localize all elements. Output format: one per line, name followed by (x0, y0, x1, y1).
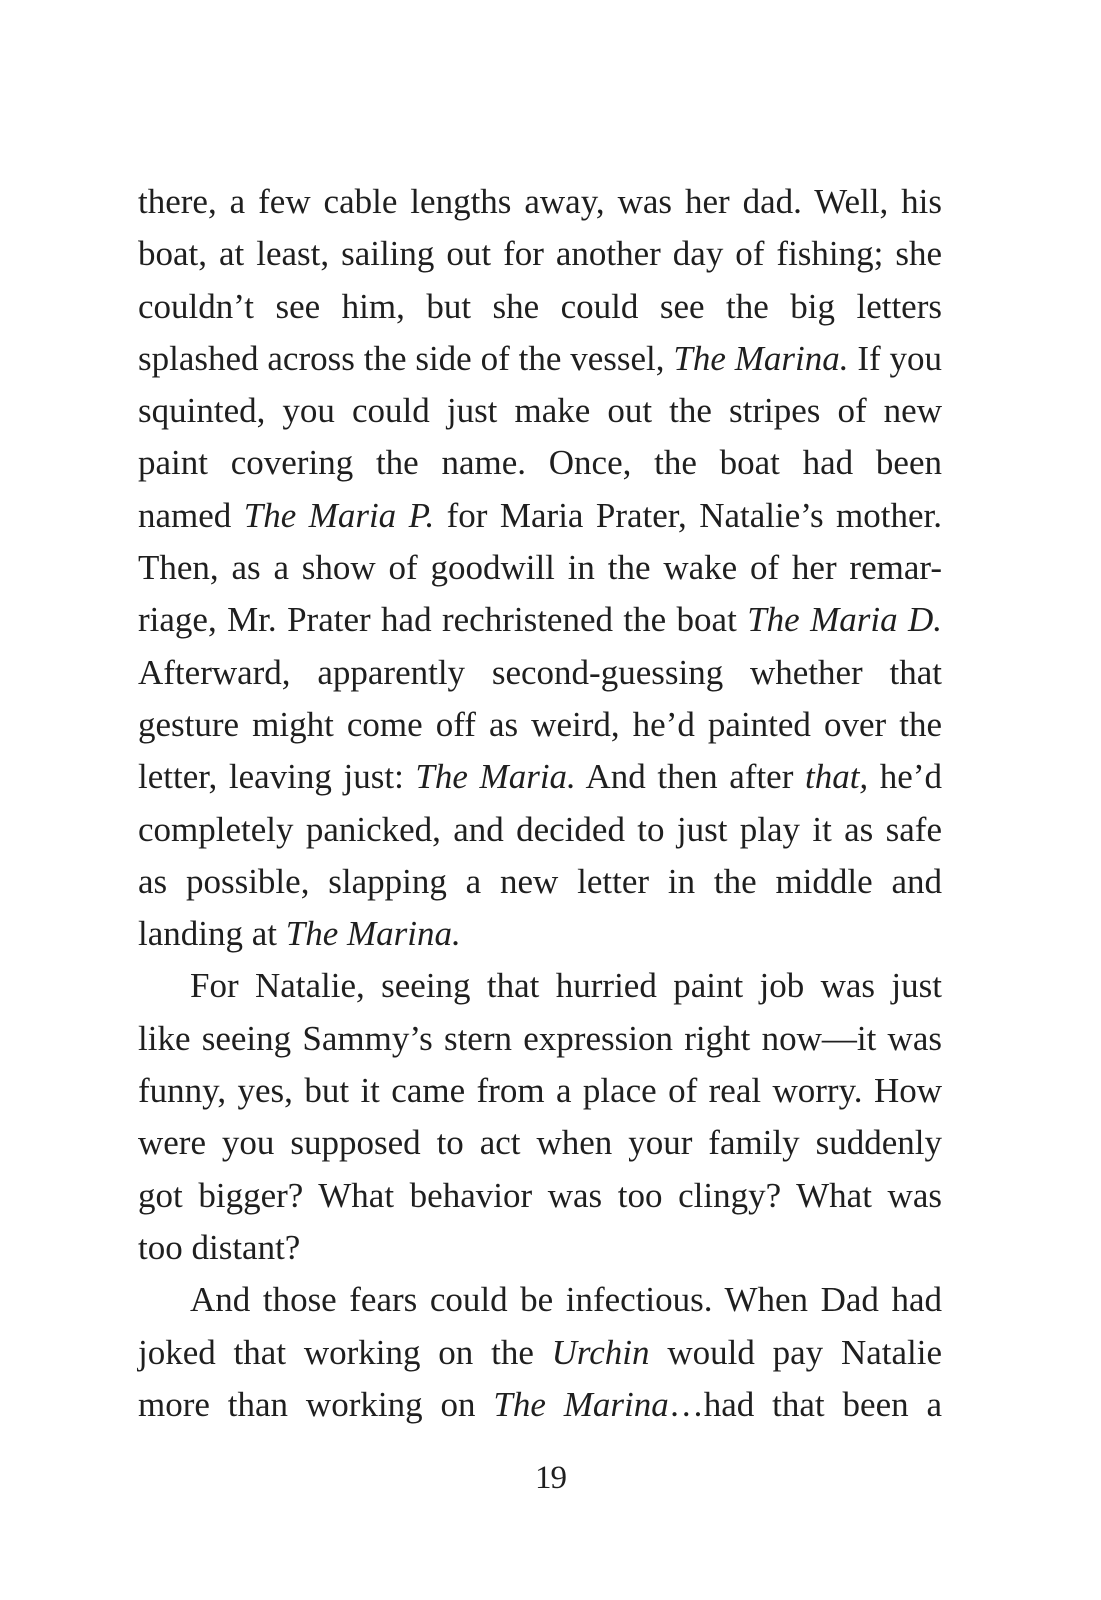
text-line (138, 333, 942, 385)
text-line: were you supposed to act when your family suddenly (138, 1123, 942, 1163)
text-line: completely panicked, and decided to just play it as safe (138, 809, 942, 849)
text-line (138, 594, 942, 646)
text-line: For Natalie, seeing that hurried paint job was just (190, 966, 942, 1006)
text-run: riage, Mr. Prater had rechristened the boat (138, 600, 748, 640)
text-run: And then after (575, 757, 805, 797)
text-line (138, 490, 942, 542)
boat-name: Urchin (551, 1332, 650, 1372)
emphasis: that, (804, 757, 869, 797)
boat-name: The Maria D. (747, 600, 942, 640)
text-line: And those fears could be infectious. When Dad had (190, 1280, 942, 1320)
text-line: funny, yes, but it came from a place of real worry. How (138, 1071, 942, 1111)
text-line: like seeing Sammy’s stern expression right now—it was (138, 1018, 942, 1058)
boat-name: The Maria. (415, 757, 576, 797)
body-text (138, 176, 942, 1431)
text-run: named (138, 495, 244, 535)
text-line (138, 751, 942, 803)
text-line: couldn’t see him, but she could see the big letters (138, 286, 942, 326)
boat-name: The Marina. (673, 338, 849, 378)
text-line: got bigger? What behavior was too clingy? What was (138, 1175, 942, 1215)
boat-name: The Marina (493, 1384, 669, 1424)
text-run: splashed across the side of the vessel, (138, 338, 674, 378)
text-line: Then, as a show of goodwill in the wake of her remar- (138, 548, 942, 588)
boat-name: The Maria P. (243, 495, 435, 535)
text-run: more than working on (138, 1384, 494, 1424)
text-line (138, 1327, 942, 1379)
text-line: too distant? (138, 1227, 301, 1267)
boat-name: The Marina. (285, 914, 461, 954)
text-line: gesture might come off as weird, he’d painted over the (138, 704, 942, 744)
text-line (138, 1379, 942, 1431)
text-line: as possible, slapping a new letter in the middle and (138, 861, 942, 901)
text-run: joked that working on the (138, 1332, 552, 1372)
text-run: would pay Natalie (649, 1332, 942, 1372)
text-line: squinted, you could just make out the stripes of new (138, 391, 942, 431)
text-run: If you (848, 338, 942, 378)
text-line (138, 908, 942, 960)
text-line: boat, at least, sailing out for another day of fishing; she (138, 234, 942, 274)
text-run: …had that been a (668, 1384, 943, 1424)
text-run: letter, leaving just: (138, 757, 416, 797)
text-run: for Maria Prater, Natalie’s mother. (434, 495, 943, 535)
text-line: there, a few cable lengths away, was her dad. Well, his (138, 182, 942, 221)
text-run: he’d (868, 757, 942, 797)
page-number: 19 (535, 1460, 566, 1496)
text-run: landing at (138, 914, 286, 954)
text-line: paint covering the name. Once, the boat had been (138, 443, 942, 483)
text-line: Afterward, apparently second-guessing whether that (138, 652, 942, 692)
